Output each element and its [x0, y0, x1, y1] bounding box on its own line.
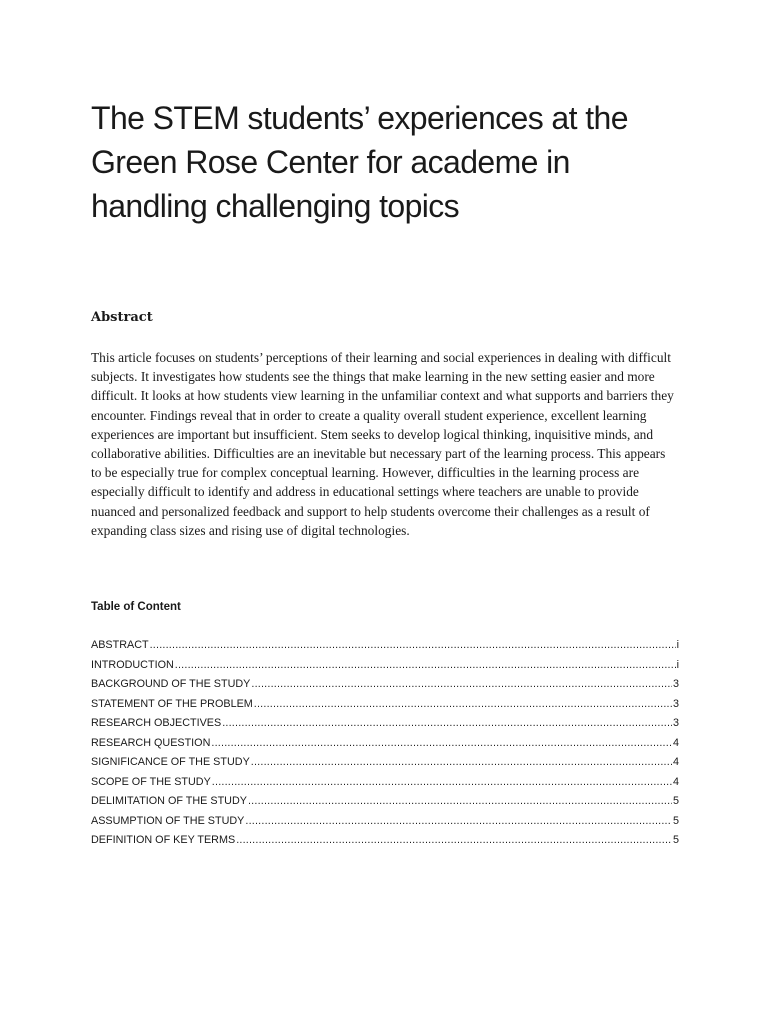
document-title: The STEM students’ experiences at the Green Rose Center for academe in handling challenging topics [91, 100, 628, 224]
toc-dot-leader [251, 678, 672, 690]
toc-entry-introduction[interactable] [91, 659, 679, 679]
toc-entry-label: RESEARCH OBJECTIVES [91, 717, 222, 729]
toc-entry-page: 4 [672, 756, 679, 768]
toc-entry-background[interactable] [91, 678, 679, 698]
toc-entry-page: 3 [672, 697, 679, 710]
toc-entry-label: STATEMENT OF THE PROBLEM [91, 697, 253, 710]
toc-entry-research-objectives[interactable] [91, 717, 679, 737]
abstract-body: This article focuses on students’ perceptions of their learning and social experiences in dealing with difficult subjects. It investigates how students see the things that make learning in the new setting easier and more difficult. It looks at how students view learning in the unfamiliar context and what supports and barriers they encounter. Findings reveal that in order to create a quality overall student experience, excellent learning experiences are important but insufficient. Stem seeks to develop logical thinking, inquisitive minds, and collaborative abilities. Difficulties are an inevitable but necessary part of the learning process. This appears to be especially true for complex conceptual learning. However, difficulties in the learning process are especially difficult to identify and address in educational settings where teachers are unable to provide nuanced and personalized feedback and support to help students overcome their challenges as a result of expanding class sizes and rising use of digital technologies. [91, 350, 674, 538]
toc-entry-page: 5 [672, 834, 679, 846]
toc-heading: Table of Content [91, 601, 181, 613]
toc-entry-label: SIGNIFICANCE OF THE STUDY [91, 756, 250, 768]
toc-dot-leader [254, 698, 672, 710]
toc-dot-leader [211, 737, 672, 749]
toc-dot-leader [212, 776, 672, 788]
toc-entry-label: ASSUMPTION OF THE STUDY [91, 814, 245, 827]
toc-entry-significance[interactable] [91, 756, 679, 776]
toc-entry-page: 5 [672, 795, 679, 807]
toc-entry-page: 3 [672, 678, 679, 690]
toc-dot-leader [222, 717, 672, 729]
toc-entry-label: DEFINITION OF KEY TERMS [91, 834, 236, 846]
toc-entry-page: 3 [672, 717, 679, 729]
toc-entry-statement-of-problem[interactable] [91, 698, 679, 718]
toc-entry-label: RESEARCH QUESTION [91, 736, 211, 749]
toc-entry-definition-of-terms[interactable] [91, 834, 679, 854]
toc-entry-delimitation[interactable] [91, 795, 679, 815]
toc-dot-leader [245, 815, 672, 827]
toc-dot-leader [236, 834, 672, 846]
toc-dot-leader [150, 639, 676, 651]
toc-entry-label: BACKGROUND OF THE STUDY [91, 678, 251, 690]
toc-entry-label: DELIMITATION OF THE STUDY [91, 795, 247, 807]
toc-entry-page: 4 [672, 736, 679, 749]
toc-entry-label: SCOPE OF THE STUDY [91, 775, 211, 788]
toc-entry-label: INTRODUCTION [91, 658, 174, 671]
toc-entry-page: 4 [672, 775, 679, 788]
toc-entry-abstract[interactable] [91, 639, 679, 659]
toc-entry-assumption[interactable] [91, 815, 679, 835]
toc-entry-page: 5 [672, 814, 679, 827]
toc-entry-page: i [676, 658, 679, 671]
toc-dot-leader [175, 659, 676, 671]
toc-entry-label: ABSTRACT [91, 639, 149, 651]
table-of-contents [91, 639, 679, 854]
toc-entry-scope[interactable] [91, 776, 679, 796]
toc-dot-leader [248, 795, 672, 807]
toc-entry-research-question[interactable] [91, 737, 679, 757]
abstract-heading: Abstract [91, 310, 153, 325]
toc-entry-page: i [676, 639, 679, 651]
toc-dot-leader [251, 756, 672, 768]
